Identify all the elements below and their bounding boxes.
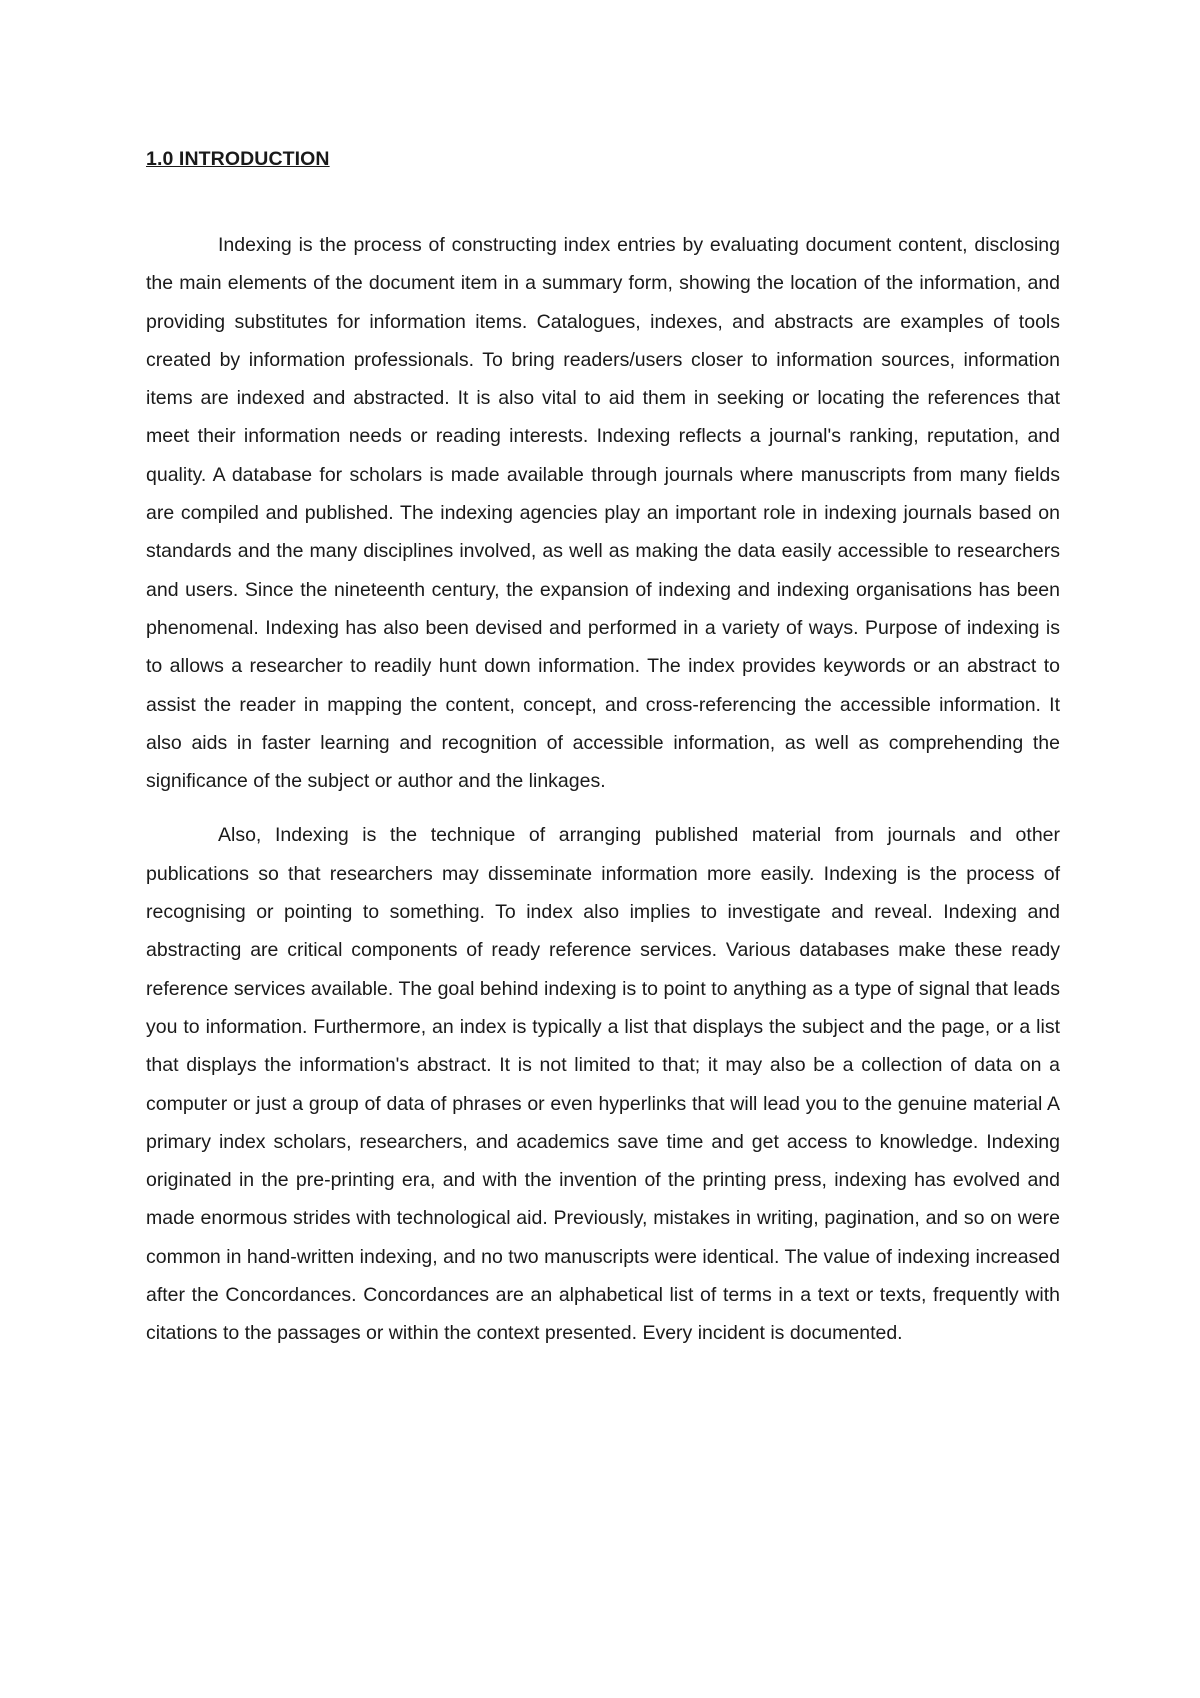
document-body: [146, 140, 1060, 1353]
intro-paragraph-2: Also, Indexing is the technique of arranging published material from journals and other publications so that researchers may disseminate information more easily. Indexing is the process of recognising or pointing to something. To index also implies to investigate and reveal. Indexing and abstracting are critical components of ready reference services. Various databases make these ready reference services available. The goal behind indexing is to point to anything as a type of signal that leads you to information. Furthermore, an index is typically a list that displays the subject and the page, or a list that displays the information's abstract. It is not limited to that; it may also be a collection of data on a computer or just a group of data of phrases or even hyperlinks that will lead you to the genuine material A primary index scholars, researchers, and academics save time and get access to knowledge. Indexing originated in the pre-printing era, and with the invention of the printing press, indexing has evolved and made enormous strides with technological aid. Previously, mistakes in writing, pagination, and so on were common in hand-written indexing, and no two manuscripts were identical. The value of indexing increased after the Concordances. Concordances are an alphabetical list of terms in a text or texts, frequently with citations to the passages or within the context presented. Every incident is documented.: [146, 824, 1060, 1345]
section-heading: 1.0 INTRODUCTION: [146, 148, 330, 170]
intro-paragraph-1: Indexing is the process of constructing index entries by evaluating document content, disclosing the main elements of the document item in a summary form, showing the location of the information, and providing substitutes for information items. Catalogues, indexes, and abstracts are examples of tools created by information professionals. To bring readers/users closer to information sources, information items are indexed and abstracted. It is also vital to aid them in seeking or locating the references that meet their information needs or reading interests. Indexing reflects a journal's ranking, reputation, and quality. A database for scholars is made available through journals where manuscripts from many fields are compiled and published. The indexing agencies play an important role in indexing journals based on standards and the many disciplines involved, as well as making the data easily accessible to researchers and users. Since the nineteenth century, the expansion of indexing and indexing organisations has been phenomenal. Indexing has also been devised and performed in a variety of ways. Purpose of indexing is to allows a researcher to readily hunt down information. The index provides keywords or an abstract to assist the reader in mapping the content, concept, and cross-referencing the accessible information. It also aids in faster learning and recognition of accessible information, as well as comprehending the significance of the subject or author and the linkages.: [146, 234, 1060, 793]
